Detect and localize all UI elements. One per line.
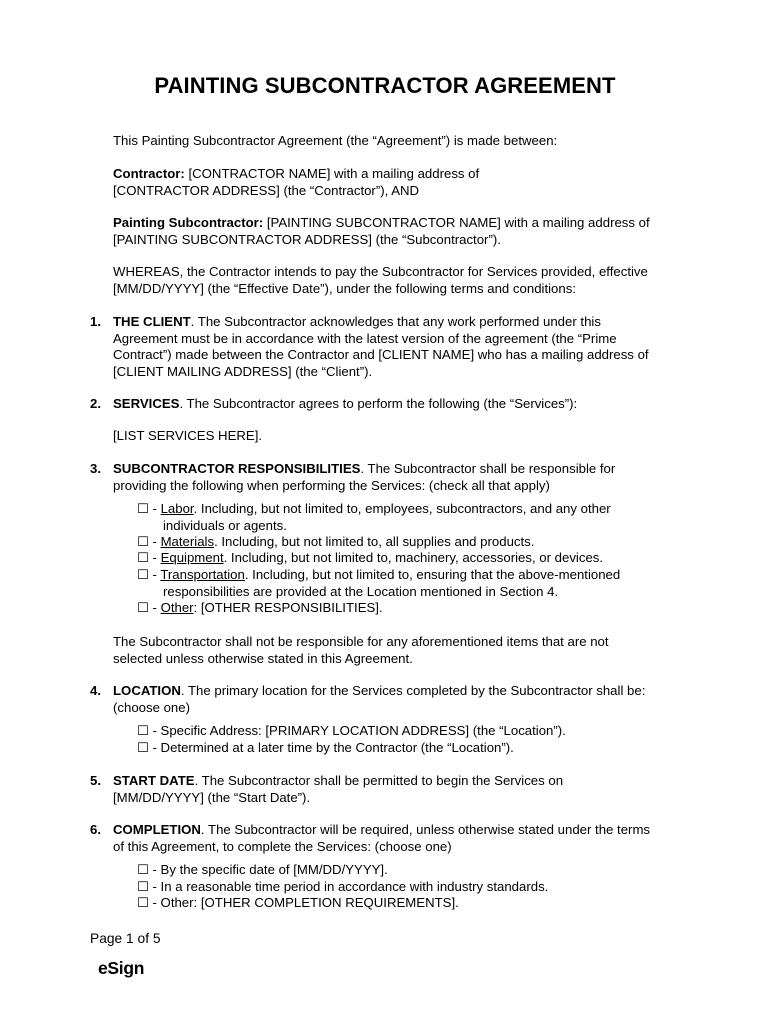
section-2-text [113,396,693,413]
checkbox-location-later[interactable] [137,740,677,757]
labor-line1: . Including, but not limited to, employees, subcontractors, and any other [193,501,611,516]
other-text: : [OTHER RESPONSIBILITIES]. [193,600,383,615]
section-4-number: 4. [90,683,101,698]
note-line1: The Subcontractor shall not be responsible for any aforementioned items that are not [113,634,609,649]
whereas-line1: WHEREAS, the Contractor intends to pay the Subcontractor for Services provided, effective [113,264,648,279]
section-5-line2: [MM/DD/YYYY] (the “Start Date”). [113,789,311,805]
item-dash: - [148,550,161,565]
section-6-number: 6. [90,822,101,837]
checkbox-icon[interactable]: ☐ [137,723,149,738]
labor-line2: individuals or agents. [163,517,287,533]
whereas-clause [113,264,693,297]
whereas-line2: [MM/DD/YYYY] (the “Effective Date”), under the following terms and conditions: [113,280,576,296]
section-4-text [113,683,693,716]
equipment-term: Equipment [160,550,224,565]
page-title: PAINTING SUBCONTRACTOR AGREEMENT [154,73,616,98]
checkbox-item-labor[interactable] [137,501,677,534]
section-6-line2: of this Agreement, to complete the Services: (choose one) [113,838,452,854]
intro-text: This Painting Subcontractor Agreement (the “Agreement”) is made between: [113,133,558,148]
section-6-text [113,822,693,855]
section-6-line1: . The Subcontractor will be required, unless otherwise stated under the terms [200,822,651,837]
section-1-number: 1. [90,314,101,329]
contractor-line2: [CONTRACTOR ADDRESS] (the “Contractor”), AND [113,182,420,198]
section-5-line1: . The Subcontractor shall be permitted to begin the Services on [194,773,564,788]
section-5-text [113,773,693,806]
checkbox-icon[interactable]: ☐ [137,550,149,565]
section-2-line1: . The Subcontractor agrees to perform the following (the “Services”): [179,396,578,411]
transportation-line2: responsibilities are provided at the Location mentioned in Section 4. [163,583,559,599]
location-option1: - Specific Address: [PRIMARY LOCATION ADDRESS] (the “Location”). [152,723,566,738]
other-term: Other [160,600,194,615]
section-1-text [113,314,693,380]
item-dash: - [148,501,161,516]
checkbox-location-specific[interactable] [137,723,677,740]
section-3-heading: SUBCONTRACTOR RESPONSIBILITIES [113,461,361,476]
checkbox-icon[interactable]: ☐ [137,862,149,877]
section-1-line4: [CLIENT MAILING ADDRESS] (the “Client”). [113,363,373,379]
completion-option1: - By the specific date of [MM/DD/YYYY]. [152,862,388,877]
completion-option2: - In a reasonable time period in accordance with industry standards. [152,879,549,894]
equipment-text: . Including, but not limited to, machinery, accessories, or devices. [223,550,604,565]
section-2-heading: SERVICES [113,396,180,411]
checkbox-icon[interactable]: ☐ [137,501,149,516]
responsibility-note [113,634,693,667]
transportation-line1: . Including, but not limited to, ensuring that the above-mentioned [244,567,621,582]
section-1-line3: Contract”) made between the Contractor and [CLIENT NAME] who has a mailing address of [113,347,649,362]
section-3-text [113,461,693,494]
section-3-number: 3. [90,461,101,476]
materials-text: . Including, but not limited to, all supplies and products. [214,534,535,549]
subcontractor-line1: [PAINTING SUBCONTRACTOR NAME] with a mailing address of [263,215,650,230]
checkbox-completion-date[interactable] [137,862,677,879]
checkbox-icon[interactable]: ☐ [137,895,149,910]
section-6-heading: COMPLETION [113,822,201,837]
checkbox-item-other[interactable] [137,600,677,617]
checkbox-icon[interactable]: ☐ [137,534,149,549]
section-1-heading: THE CLIENT [113,314,191,329]
section-5-heading: START DATE [113,773,195,788]
checkbox-item-equipment[interactable] [137,550,677,567]
note-line2: selected unless otherwise stated in this Agreement. [113,650,413,666]
section-4-heading: LOCATION [113,683,181,698]
services-list-placeholder: [LIST SERVICES HERE]. [113,428,263,443]
section-3-line2: providing the following when performing the Services: (check all that apply) [113,477,550,493]
section-4-line2: (choose one) [113,699,190,715]
section-4-line1: . The primary location for the Services completed by the Subcontractor shall be: [180,683,646,698]
checkbox-completion-other[interactable] [137,895,677,912]
contractor-block [113,166,693,199]
checkbox-item-transportation[interactable] [137,567,677,600]
checkbox-icon[interactable]: ☐ [137,567,149,582]
checkbox-item-materials[interactable] [137,534,677,551]
section-5-number: 5. [90,773,101,788]
checkbox-icon[interactable]: ☐ [137,740,149,755]
esign-logo: eSign [98,958,145,978]
item-dash: - [148,567,161,582]
section-3-line1: . The Subcontractor shall be responsible for [360,461,616,476]
subcontractor-block [113,215,693,248]
contractor-label: Contractor: [113,166,185,181]
subcontractor-line2: [PAINTING SUBCONTRACTOR ADDRESS] (the “Subcontractor”). [113,231,501,247]
labor-term: Labor [160,501,194,516]
page-number: Page 1 of 5 [90,931,161,946]
checkbox-icon[interactable]: ☐ [137,879,149,894]
checkbox-completion-reasonable[interactable] [137,879,677,896]
item-dash: - [148,534,161,549]
section-2-number: 2. [90,396,101,411]
section-1-line2: Agreement must be in accordance with the latest version of the agreement (the “Prime [113,330,617,346]
item-dash: - [148,600,161,615]
section-1-line1: . The Subcontractor acknowledges that any work performed under this [190,314,601,329]
checkbox-icon[interactable]: ☐ [137,600,149,615]
completion-option3: - Other: [OTHER COMPLETION REQUIREMENTS]. [152,895,459,910]
location-option2: - Determined at a later time by the Contractor (the “Location”). [152,740,514,755]
materials-term: Materials [160,534,215,549]
subcontractor-label: Painting Subcontractor: [113,215,264,230]
contractor-line1: [CONTRACTOR NAME] with a mailing address of [184,166,480,181]
transportation-term: Transportation [160,567,245,582]
